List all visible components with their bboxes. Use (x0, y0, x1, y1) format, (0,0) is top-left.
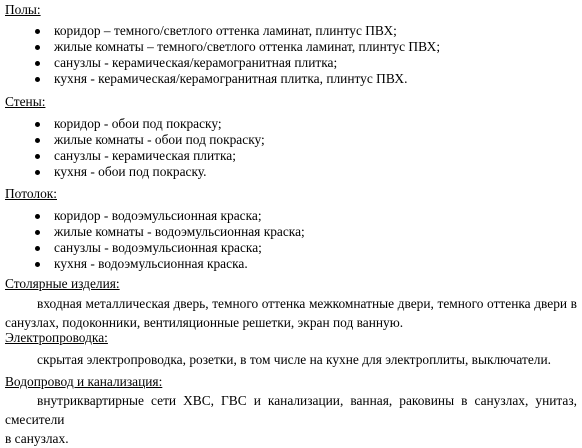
walls-item: санузлы - керамическая плитка; (54, 148, 236, 163)
bullet-icon (34, 60, 42, 68)
paragraph-line: скрытая электропроводка, розетки, в том числе на кухне для электроплиты, выключатели. (37, 352, 551, 367)
walls-item: жилые комнаты - обои под покраску; (54, 132, 265, 147)
bullet-icon (34, 121, 42, 129)
bullet-icon (34, 261, 42, 269)
ceiling-item: кухня - водоэмульсионная краска. (54, 256, 248, 271)
floors-item: коридор – темного/светлого оттенка ламинат, плинтус ПВХ; (54, 23, 397, 38)
bullet-icon (34, 229, 42, 237)
bullet-icon (34, 213, 42, 221)
bullet-icon (34, 169, 42, 177)
joinery-heading: Столярные изделия: (5, 276, 120, 291)
walls-item: кухня - обои под покраску. (54, 164, 207, 179)
floors-heading: Полы: (5, 2, 41, 17)
ceiling-item: санузлы - водоэмульсионная краска; (54, 240, 262, 255)
bullet-icon (34, 76, 42, 84)
ceiling-item: коридор - водоэмульсионная краска; (54, 208, 262, 223)
bullet-icon (34, 245, 42, 253)
paragraph-line: внутриквартирные сети ХВС, ГВС и канализации, ванная, раковины в санузлах, унитаз, смесители (5, 393, 577, 427)
walls-item: коридор - обои под покраску; (54, 116, 222, 131)
walls-heading: Стены: (5, 94, 46, 109)
floors-item: жилые комнаты – темного/светлого оттенка ламинат, плинтус ПВХ; (54, 39, 441, 54)
plumbing-paragraph (5, 391, 577, 448)
electrical-heading: Электропроводка: (5, 330, 108, 345)
paragraph-line: в санузлах. (5, 431, 69, 446)
bullet-icon (34, 153, 42, 161)
joinery-paragraph (5, 294, 577, 332)
paragraph-line: входная металлическая дверь, темного оттенка межкомнатные двери, темного оттенка двери в (37, 296, 577, 311)
bullet-icon (34, 137, 42, 145)
ceiling-heading: Потолок: (5, 186, 57, 201)
electrical-paragraph (5, 350, 577, 369)
plumbing-heading: Водопровод и канализация: (5, 374, 163, 389)
bullet-icon (34, 44, 42, 52)
bullet-icon (34, 28, 42, 36)
floors-item: кухня - керамическая/керамогранитная плитка, плинтус ПВХ. (54, 71, 408, 86)
floors-item: санузлы - керамическая/керамогранитная плитка; (54, 55, 338, 70)
ceiling-item: жилые комнаты - водоэмульсионная краска; (54, 224, 305, 239)
paragraph-line: санузлах, подоконники, вентиляционные решетки, экран под ванную. (5, 315, 404, 330)
